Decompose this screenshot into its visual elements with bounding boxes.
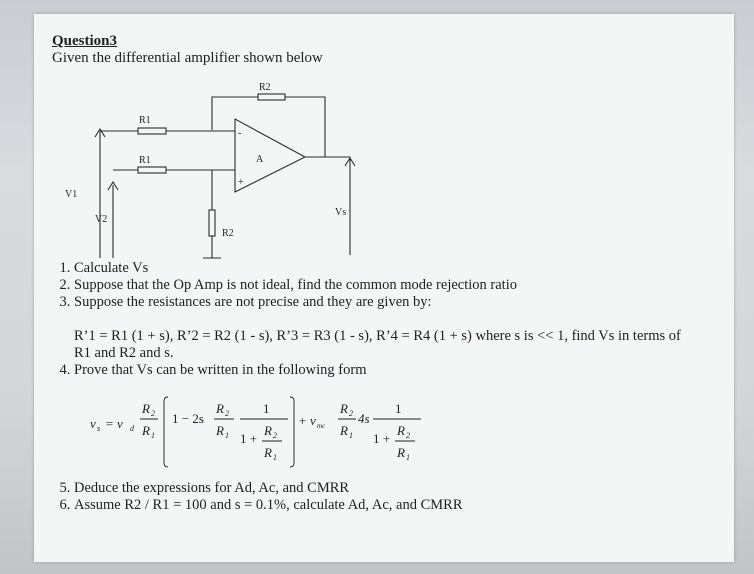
resistor-r2-feedback [258, 94, 285, 100]
output-wire [305, 157, 350, 255]
label-v1: V1 [65, 189, 78, 200]
svg-text:2: 2 [349, 409, 353, 418]
question-list [52, 260, 739, 311]
label-r2-ground: R2 [222, 228, 234, 239]
question-5: 5. Deduce the expressions for Ad, Ac, and CMRR [74, 480, 463, 497]
svg-text:R: R [264, 423, 272, 438]
svg-text:s: s [97, 424, 101, 433]
svg-text:R: R [397, 423, 405, 438]
label-v2: V2 [95, 214, 108, 225]
svg-text:R: R [142, 401, 150, 416]
question-1: 1. Calculate Vs [74, 260, 739, 277]
svg-text:2: 2 [273, 431, 277, 440]
vs-formula [88, 395, 448, 475]
question-3-line-2: R’1 = R1 (1 + s), R’2 = R2 (1 - s), R’3 = R3 (1 - s), R’4 = R4 (1 + s) where s is << 1, find Vs in terms of [74, 328, 681, 344]
label-r1-upper: R1 [139, 115, 151, 126]
question-intro: Given the differential amplifier shown below [52, 50, 323, 66]
svg-text:1: 1 [395, 401, 402, 416]
svg-text:1 +: 1 + [240, 431, 258, 446]
svg-text:2: 2 [406, 431, 410, 440]
svg-text:d: d [130, 424, 134, 433]
svg-text:R: R [340, 423, 348, 438]
label-vs: Vs [335, 207, 347, 218]
svg-text:R: R [340, 401, 348, 416]
svg-text:R: R [216, 423, 224, 438]
svg-text:1: 1 [273, 453, 277, 462]
svg-text:1: 1 [225, 431, 229, 440]
label-amp: A [256, 154, 264, 165]
question-3-line-3: R1 and R2 and s. [74, 345, 174, 361]
svg-text:R: R [397, 445, 405, 460]
question-heading: Question3 [52, 33, 118, 49]
svg-text:2: 2 [225, 409, 229, 418]
svg-text:1: 1 [151, 431, 155, 440]
svg-text:v: v [90, 416, 96, 431]
svg-text:1: 1 [263, 401, 270, 416]
op-amp-triangle [235, 119, 305, 192]
svg-text:R: R [264, 445, 272, 460]
svg-text:4s: 4s [358, 411, 370, 426]
question-3: 3. Suppose the resistances are not precise and they are given by: [74, 294, 739, 311]
label-minus: - [238, 128, 242, 139]
resistor-r1-upper [138, 128, 166, 134]
label-r2-feedback: R2 [259, 82, 271, 93]
svg-text:R: R [216, 401, 224, 416]
resistor-r2-ground [209, 210, 215, 236]
svg-text:1 − 2s: 1 − 2s [172, 411, 204, 426]
svg-text:1: 1 [406, 453, 410, 462]
svg-text:R: R [142, 423, 150, 438]
question-list-4 [52, 362, 739, 379]
svg-text:1 +: 1 + [373, 431, 391, 446]
svg-text:mc: mc [317, 422, 326, 430]
label-r1-lower: R1 [139, 155, 151, 166]
svg-text:1: 1 [349, 431, 353, 440]
svg-text:= v: = v [105, 416, 123, 431]
resistor-r1-lower [138, 167, 166, 173]
question-2: 2. Suppose that the Op Amp is not ideal, find the common mode rejection ratio [74, 277, 739, 294]
question-list-5-6 [52, 480, 463, 514]
svg-text:2: 2 [151, 409, 155, 418]
question-6: 6. Assume R2 / R1 = 100 and s = 0.1%, calculate Ad, Ac, and CMRR [74, 497, 463, 514]
label-plus: + [238, 177, 244, 188]
svg-text:+ v: + v [298, 413, 316, 428]
question-4: 4. Prove that Vs can be written in the following form [74, 362, 739, 379]
feedback-wire-right [285, 97, 325, 157]
